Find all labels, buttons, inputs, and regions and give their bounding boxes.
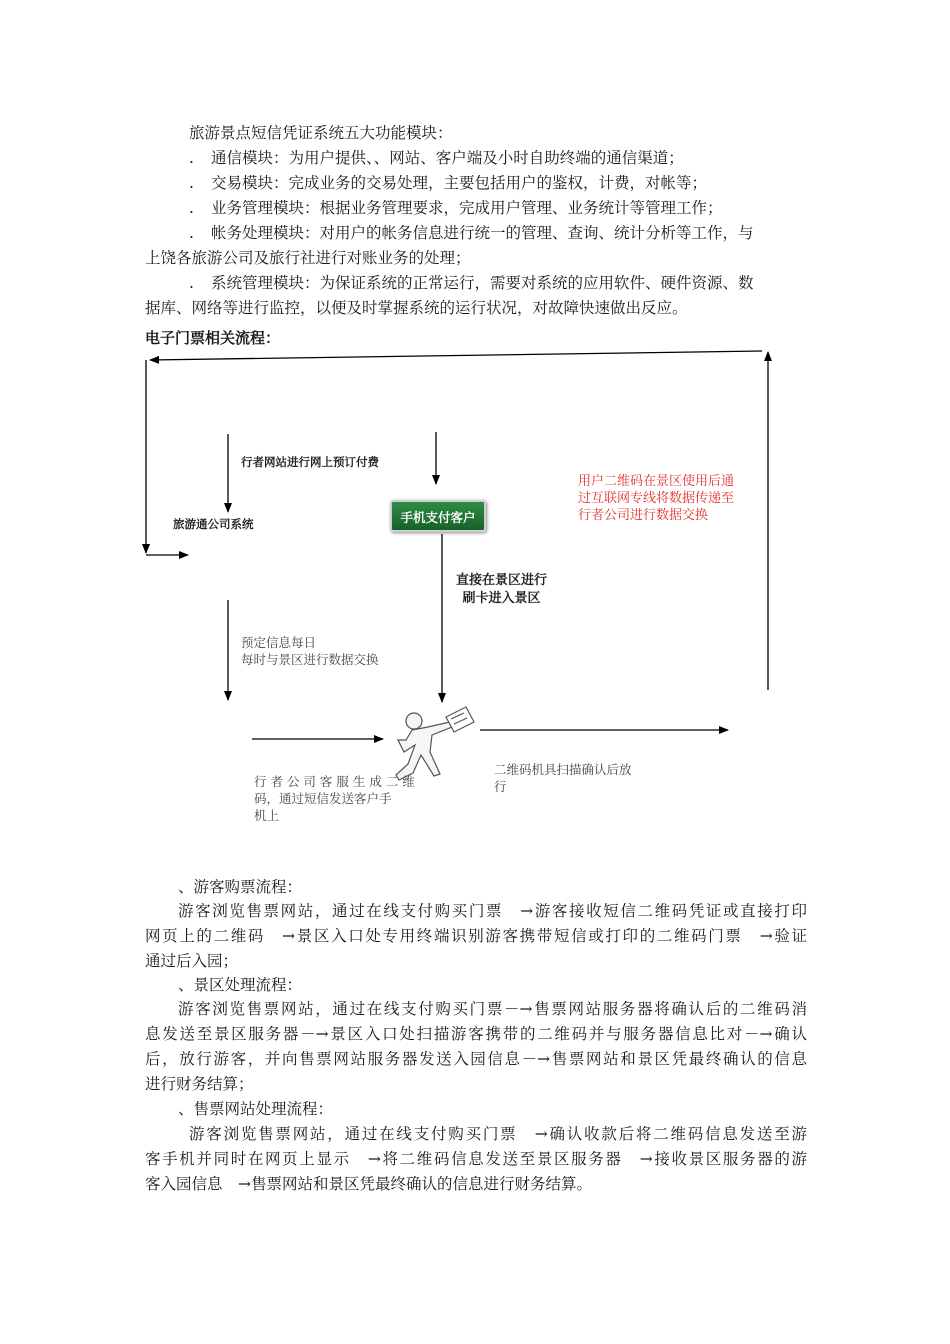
- tourist-process-line: 通过后入园；: [145, 952, 239, 970]
- scenic-process-title: 、景区处理流程：: [178, 976, 303, 994]
- visitor-icon: [396, 707, 474, 780]
- module-bullet: .: [189, 274, 194, 292]
- return-arrow-top: [150, 351, 762, 360]
- website-process-title: 、售票网站处理流程：: [178, 1100, 334, 1118]
- module-bullet: .: [189, 224, 194, 242]
- tourist-process-line: 游客浏览售票网站，通过在线支付购买门票 →游客接收短信二维码凭证或直接打印: [178, 902, 807, 920]
- generate-qr-label: 行 者 公 司 客 服 生 成 二 维 码，通过短信发送客户手 机上: [254, 774, 415, 823]
- mobile-pay-button[interactable]: 手机支付客户: [390, 500, 486, 532]
- scenic-process-line: 息发送至景区服务器－→景区入口处扫描游客携带的二维码并与服务器信息比对－→确认: [145, 1025, 807, 1043]
- direct-swipe-label: 直接在景区进行 刷卡进入景区: [456, 573, 548, 606]
- diagram-heading: 电子门票相关流程：: [145, 329, 281, 347]
- module-text: 业务管理模块：根据业务管理要求，完成用户管理、业务统计等管理工作；: [210, 199, 723, 217]
- module-text: 帐务处理模块：对用户的帐务信息进行统一的管理、查询、统计分析等工作，与: [210, 224, 754, 242]
- website-process-line: 客入园信息 →售票网站和景区凭最终确认的信息进行财务结算。: [145, 1175, 592, 1193]
- module-text: 系统管理模块：为保证系统的正常运行，需要对系统的应用软件、硬件资源、数: [210, 274, 754, 292]
- return-note-label: 用户二维码在景区使用后通 过互联网专线将数据传递至 行者公司进行数据交换: [578, 474, 735, 523]
- company-system-label: 旅游通公司系统: [173, 517, 254, 531]
- module-bullet: .: [189, 199, 194, 217]
- scenic-process-line: 后，放行游客，并向售票网站服务器发送入园信息－→售票网站和景区凭最终确认的信息: [145, 1050, 807, 1068]
- module-continuation: 据库、网络等进行监控，以便及时掌握系统的运行状况，对故障快速做出反应。: [145, 299, 688, 317]
- module-text: 交易模块：完成业务的交易处理，主要包括用户的鉴权，计费，对帐等；: [210, 174, 707, 192]
- modules-title: 旅游景点短信凭证系统五大功能模块：: [189, 124, 453, 142]
- scenic-process-line: 游客浏览售票网站，通过在线支付购买门票－→售票网站服务器将确认后的二维码消: [178, 1000, 807, 1018]
- module-text: 通信模块：为用户提供、、网站、客户端及小时自助终端的通信渠道；: [210, 149, 684, 167]
- module-bullet: .: [189, 149, 194, 167]
- tourist-process-title: 、游客购票流程：: [178, 878, 303, 896]
- scan-release-label: 二维码机具扫描确认后放 行: [494, 762, 632, 794]
- online-booking-label: 行者网站进行网上预订付费: [241, 455, 379, 469]
- module-bullet: .: [189, 174, 194, 192]
- tourist-process-line: 网页上的二维码 →景区入口处专用终端识别游客携带短信或打印的二维码门票 →验证: [145, 927, 807, 945]
- daily-exchange-label: 预定信息每日 每时与景区进行数据交换: [241, 635, 379, 667]
- website-process-line: 客手机并同时在网页上显示 →将二维码信息发送至景区服务器 →接收景区服务器的游: [145, 1150, 807, 1168]
- website-process-line: 游客浏览售票网站，通过在线支付购买门票 →确认收款后将二维码信息发送至游: [189, 1125, 807, 1143]
- module-continuation: 上饶各旅游公司及旅行社进行对账业务的处理；: [145, 249, 471, 267]
- scenic-process-line: 进行财务结算；: [145, 1075, 254, 1093]
